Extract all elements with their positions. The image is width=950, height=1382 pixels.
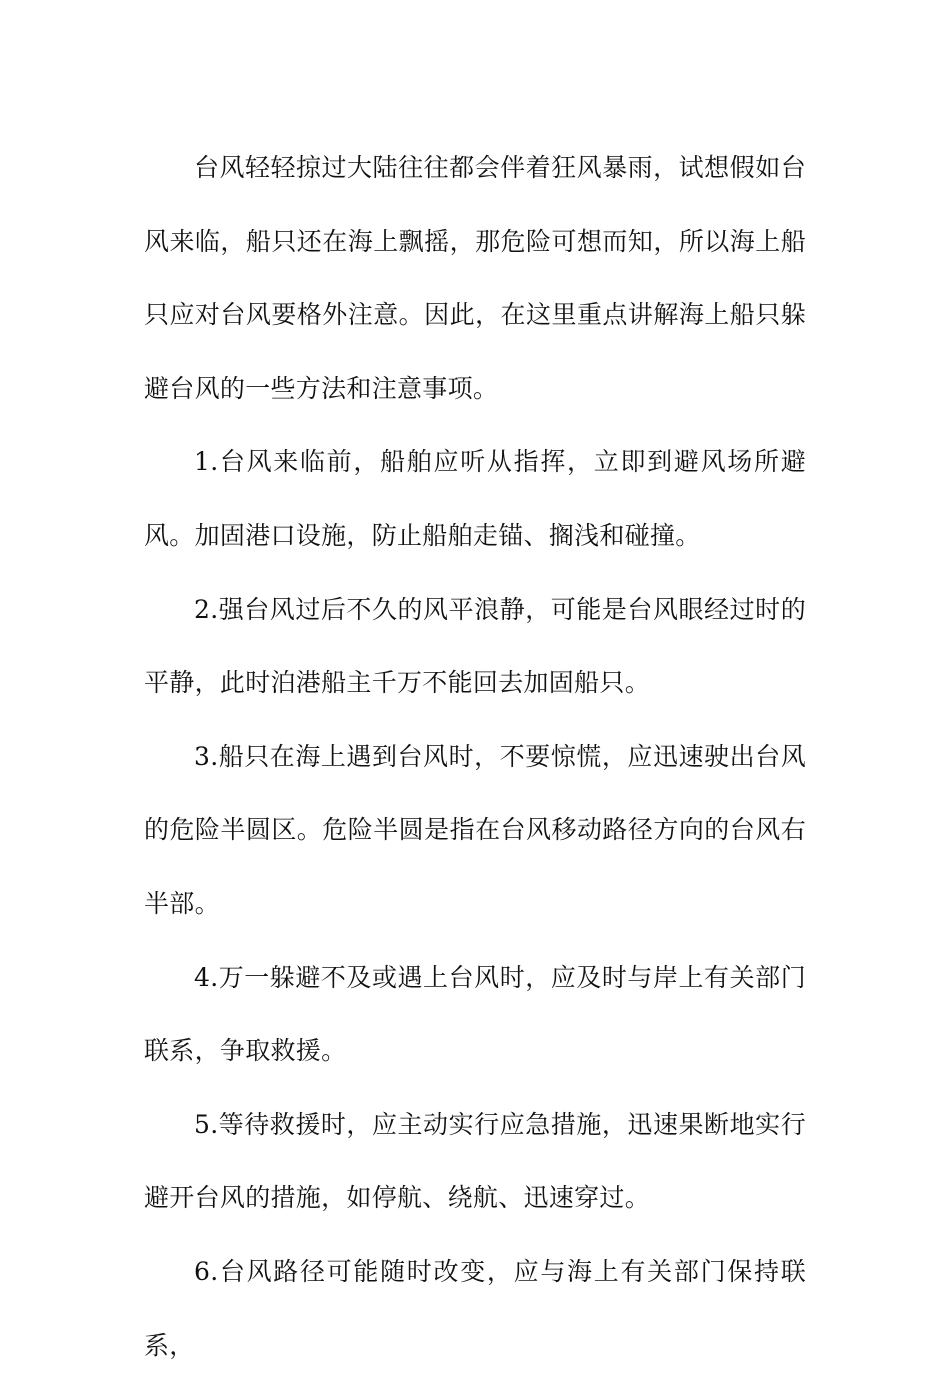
intro-paragraph: 台风轻轻掠过大陆往往都会伴着狂风暴雨，试想假如台风来临，船只还在海上飘摇，那危险可想而知，所以海上船只应对台风要格外注意。因此，在这里重点讲解海上船只躲避台风的一些方法和注意事项。 (144, 153, 806, 403)
item-4-paragraph: 4.万一躲避不及或遇上台风时，应及时与岸上有关部门联系，争取救援。 (144, 962, 806, 1066)
item-3-paragraph: 3.船只在海上遇到台风时，不要惊慌，应迅速驶出台风的危险半圆区。危险半圆是指在台风移动路径方向的台风右半部。 (144, 741, 806, 918)
item-2-paragraph: 2.强台风过后不久的风平浪静，可能是台风眼经过时的平静，此时泊港船主千万不能回去加固船只。 (144, 594, 806, 698)
item-1-paragraph: 1.台风来临前，船舶应听从指挥，立即到避风场所避风。加固港口设施，防止船舶走锚、搁浅和碰撞。 (144, 447, 806, 550)
item-6-paragraph: 6.台风路径可能随时改变，应与海上有关部门保持联系， (144, 1256, 806, 1360)
document-body (144, 131, 806, 1382)
item-5-paragraph: 5.等待救援时，应主动实行应急措施，迅速果断地实行避开台风的措施，如停航、绕航、迅速穿过。 (144, 1109, 806, 1213)
